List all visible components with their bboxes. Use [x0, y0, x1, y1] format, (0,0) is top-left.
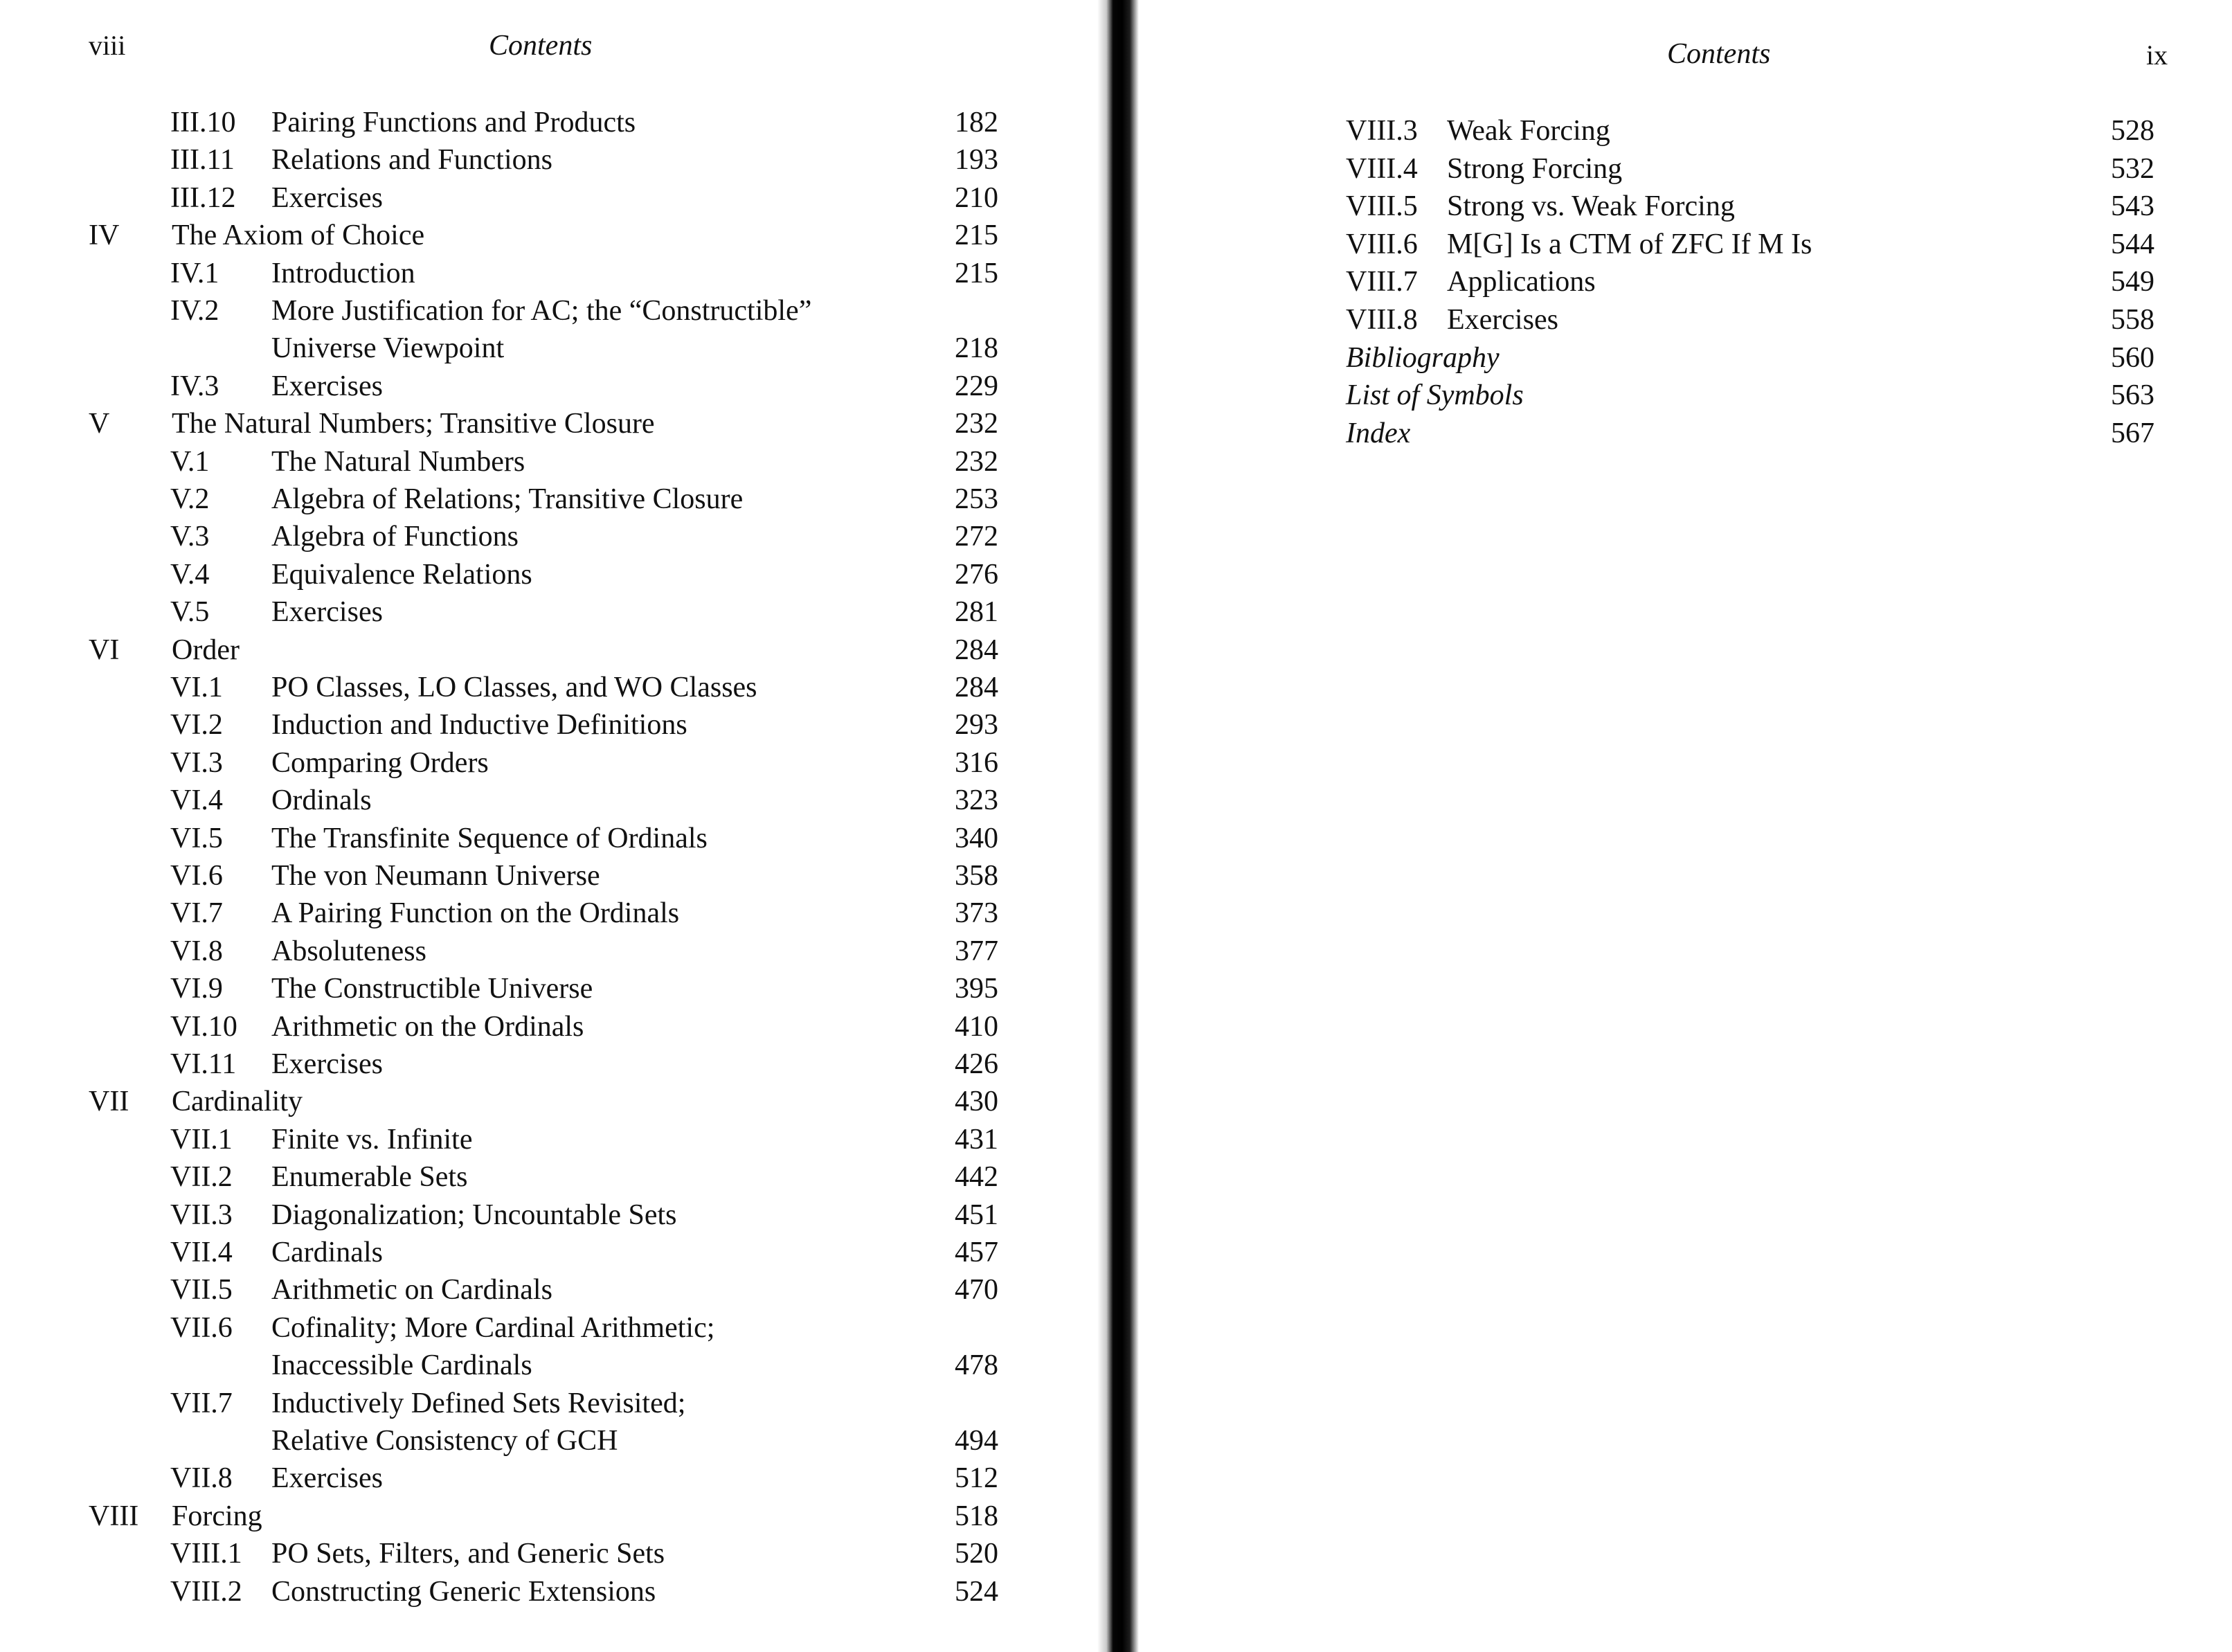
- entry-page: 520: [955, 1538, 998, 1570]
- toc-entry: [0, 744, 1080, 782]
- entry-number: VI.4: [170, 784, 223, 817]
- entry-title: Introduction: [271, 257, 415, 289]
- entry-page: 532: [2111, 152, 2154, 185]
- entry-page: 193: [955, 144, 998, 177]
- entry-page: 377: [955, 935, 998, 967]
- entry-title: More Justification for AC; the “Constructible”: [271, 295, 812, 327]
- entry-title: Order: [172, 634, 240, 666]
- entry-title: Exercises: [271, 181, 383, 214]
- entry-title: Exercises: [271, 370, 383, 402]
- entry-title: Exercises: [271, 1048, 383, 1080]
- entry-title: Absoluteness: [271, 935, 426, 967]
- toc-entry: [0, 1460, 1080, 1497]
- entry-title: Cardinality: [172, 1086, 303, 1118]
- entry-title: Bibliography: [1346, 341, 1500, 374]
- entry-title: Equivalence Relations: [271, 558, 532, 591]
- toc-entry: [1142, 226, 2232, 263]
- entry-title: Strong Forcing: [1447, 152, 1623, 185]
- entry-number: VIII.2: [170, 1575, 242, 1608]
- right-page: [1142, 0, 2232, 1652]
- entry-number: III.12: [170, 181, 236, 214]
- toc-entry: [0, 141, 1080, 179]
- entry-number: VI.6: [170, 860, 223, 892]
- entry-title: PO Sets, Filters, and Generic Sets: [271, 1538, 665, 1570]
- entry-page: 410: [955, 1010, 998, 1043]
- entry-title: Diagonalization; Uncountable Sets: [271, 1198, 677, 1231]
- entry-number: VII.2: [170, 1161, 233, 1194]
- entry-page: 229: [955, 370, 998, 402]
- entry-title: Applications: [1447, 266, 1596, 298]
- entry-number: VIII.6: [1346, 228, 1418, 260]
- entry-title: Weak Forcing: [1447, 115, 1610, 147]
- entry-title: PO Classes, LO Classes, and WO Classes: [271, 672, 757, 703]
- entry-number: VI.5: [170, 822, 223, 854]
- entry-number: VII.8: [170, 1462, 233, 1495]
- entry-number: VI.11: [170, 1048, 237, 1080]
- entry-title: Strong vs. Weak Forcing: [1447, 190, 1735, 223]
- toc-entry: [0, 1385, 1080, 1422]
- entry-number: VI.1: [170, 672, 223, 703]
- toc-entry: [0, 1309, 1080, 1347]
- toc-entry: [0, 1196, 1080, 1234]
- entry-number: V: [89, 408, 110, 440]
- entry-page: 457: [955, 1237, 998, 1268]
- entry-title: A Pairing Function on the Ordinals: [271, 897, 680, 930]
- entry-number: IV: [89, 219, 120, 252]
- entry-title: Relative Consistency of GCH: [271, 1425, 618, 1457]
- toc-entry: [0, 1347, 1080, 1384]
- entry-number: VII.4: [170, 1237, 233, 1268]
- entry-number: VI.10: [170, 1010, 237, 1043]
- entry-title: Induction and Inductive Definitions: [271, 709, 687, 742]
- toc-entry: [0, 593, 1080, 631]
- entry-page: 182: [955, 107, 998, 138]
- entry-page: 215: [955, 219, 998, 252]
- entry-number: V.1: [170, 445, 210, 478]
- entry-title: Algebra of Functions: [271, 521, 519, 553]
- toc-entry: [0, 518, 1080, 555]
- entry-number: VII.5: [170, 1274, 233, 1307]
- entry-number: V.3: [170, 521, 210, 553]
- toc-entry: [0, 1083, 1080, 1120]
- toc-entry: [0, 330, 1080, 367]
- page-folio: viii: [89, 30, 126, 61]
- entry-title: Exercises: [271, 1462, 383, 1495]
- entry-title: Cofinality; More Cardinal Arithmetic;: [271, 1311, 715, 1344]
- toc-entry: [0, 1271, 1080, 1309]
- running-head: Contents: [489, 30, 593, 62]
- entry-title: List of Symbols: [1346, 379, 1524, 412]
- entry-number: VII: [89, 1086, 129, 1118]
- entry-page: 210: [955, 181, 998, 214]
- toc-entry: [1142, 377, 2232, 414]
- entry-title: Enumerable Sets: [271, 1161, 468, 1194]
- toc-entry: [1142, 263, 2232, 300]
- entry-number: VI: [89, 634, 120, 666]
- entry-page: 494: [955, 1425, 998, 1457]
- toc-entry: [0, 933, 1080, 970]
- entry-number: IV.2: [170, 295, 219, 327]
- entry-number: VI.3: [170, 746, 223, 779]
- entry-page: 478: [955, 1349, 998, 1382]
- toc-entry: [0, 820, 1080, 857]
- toc-entry: [0, 255, 1080, 292]
- entry-number: VI.8: [170, 935, 223, 967]
- entry-number: V.5: [170, 596, 210, 629]
- entry-number: VII.7: [170, 1387, 233, 1419]
- entry-title: Inaccessible Cardinals: [271, 1349, 532, 1382]
- entry-title: Ordinals: [271, 784, 372, 817]
- entry-number: IV.3: [170, 370, 219, 402]
- entry-page: 524: [955, 1575, 998, 1608]
- entry-page: 528: [2111, 115, 2154, 147]
- entry-title: Arithmetic on Cardinals: [271, 1274, 552, 1307]
- toc-list: [1142, 0, 2232, 1652]
- toc-entry: [0, 1422, 1080, 1460]
- entry-page: 358: [955, 860, 998, 892]
- toc-entry: [1142, 150, 2232, 188]
- entry-number: VIII.1: [170, 1538, 242, 1570]
- toc-entry: [0, 217, 1080, 254]
- entry-page: 426: [955, 1048, 998, 1080]
- toc-entry: [0, 481, 1080, 518]
- entry-title: Relations and Functions: [271, 144, 552, 177]
- toc-entry: [0, 970, 1080, 1007]
- entry-page: 323: [955, 784, 998, 817]
- page-folio: ix: [2146, 39, 2168, 71]
- toc-entry: [0, 1498, 1080, 1535]
- entry-title: Forcing: [172, 1500, 262, 1532]
- entry-number: VIII: [89, 1500, 139, 1532]
- entry-title: Universe Viewpoint: [271, 332, 505, 365]
- toc-entry: [0, 631, 1080, 669]
- entry-title: Cardinals: [271, 1237, 383, 1268]
- entry-page: 431: [955, 1123, 998, 1156]
- entry-page: 512: [955, 1462, 998, 1495]
- entry-number: V.2: [170, 483, 210, 515]
- entry-page: 451: [955, 1198, 998, 1231]
- entry-title: The Natural Numbers: [271, 445, 525, 478]
- toc-list: [0, 0, 1080, 1652]
- toc-entry: [0, 443, 1080, 481]
- entry-page: 430: [955, 1086, 998, 1118]
- entry-number: VI.2: [170, 709, 223, 742]
- toc-entry: [0, 368, 1080, 405]
- toc-entry: [0, 1121, 1080, 1158]
- entry-page: 549: [2111, 266, 2154, 298]
- entry-number: VIII.8: [1346, 304, 1418, 336]
- entry-title: Exercises: [271, 596, 383, 629]
- toc-entry: [0, 669, 1080, 706]
- entry-page: 544: [2111, 228, 2154, 260]
- entry-page: 543: [2111, 190, 2154, 223]
- entry-page: 232: [955, 445, 998, 478]
- entry-page: 373: [955, 897, 998, 930]
- entry-number: IV.1: [170, 257, 219, 289]
- entry-title: Pairing Functions and Products: [271, 107, 636, 138]
- toc-entry: [0, 1573, 1080, 1610]
- entry-page: 560: [2111, 341, 2154, 374]
- toc-entry: [0, 104, 1080, 141]
- entry-title: M[G] Is a CTM of ZFC If M Is: [1447, 228, 1812, 260]
- toc-entry: [0, 782, 1080, 819]
- entry-title: The Transfinite Sequence of Ordinals: [271, 822, 708, 854]
- entry-page: 293: [955, 709, 998, 742]
- entry-number: III.11: [170, 144, 235, 177]
- entry-page: 563: [2111, 379, 2154, 412]
- entry-number: V.4: [170, 558, 210, 591]
- toc-entry: [0, 1535, 1080, 1572]
- entry-page: 567: [2111, 417, 2154, 449]
- entry-page: 276: [955, 558, 998, 591]
- entry-number: VI.7: [170, 897, 223, 930]
- entry-number: VIII.4: [1346, 152, 1418, 185]
- toc-entry: [0, 895, 1080, 932]
- entry-page: 232: [955, 408, 998, 440]
- entry-title: Constructing Generic Extensions: [271, 1575, 656, 1608]
- entry-page: 470: [955, 1274, 998, 1307]
- entry-page: 395: [955, 973, 998, 1005]
- toc-entry: [0, 292, 1080, 330]
- entry-title: The Axiom of Choice: [172, 219, 425, 252]
- entry-title: Exercises: [1447, 304, 1558, 336]
- entry-page: 284: [955, 672, 998, 703]
- toc-entry: [1142, 301, 2232, 339]
- entry-page: 272: [955, 521, 998, 553]
- entry-page: 218: [955, 332, 998, 365]
- toc-entry: [0, 857, 1080, 895]
- entry-number: VIII.7: [1346, 266, 1418, 298]
- entry-page: 518: [955, 1500, 998, 1532]
- toc-entry: [0, 405, 1080, 442]
- entry-page: 442: [955, 1161, 998, 1194]
- entry-title: The Natural Numbers; Transitive Closure: [172, 408, 655, 440]
- entry-title: Algebra of Relations; Transitive Closure: [271, 483, 744, 515]
- entry-number: III.10: [170, 107, 236, 138]
- toc-entry: [0, 179, 1080, 217]
- toc-entry: [0, 556, 1080, 593]
- entry-page: 558: [2111, 304, 2154, 336]
- entry-number: VII.6: [170, 1311, 233, 1344]
- book-gutter: [1097, 0, 1139, 1652]
- toc-entry: [0, 1234, 1080, 1271]
- entry-page: 253: [955, 483, 998, 515]
- toc-entry: [0, 1158, 1080, 1196]
- entry-page: 340: [955, 822, 998, 854]
- entry-title: Comparing Orders: [271, 746, 489, 779]
- left-page: [0, 0, 1080, 1652]
- toc-entry: [1142, 415, 2232, 452]
- toc-entry: [1142, 112, 2232, 150]
- entry-page: 316: [955, 746, 998, 779]
- entry-page: 284: [955, 634, 998, 666]
- entry-number: VII.1: [170, 1123, 233, 1156]
- entry-title: Arithmetic on the Ordinals: [271, 1010, 584, 1043]
- toc-entry: [1142, 339, 2232, 377]
- entry-number: VIII.3: [1346, 115, 1418, 147]
- entry-title: The Constructible Universe: [271, 973, 593, 1005]
- entry-number: VI.9: [170, 973, 223, 1005]
- toc-entry: [0, 1008, 1080, 1045]
- entry-title: The von Neumann Universe: [271, 860, 600, 892]
- toc-entry: [0, 706, 1080, 744]
- entry-number: VII.3: [170, 1198, 233, 1231]
- entry-title: Finite vs. Infinite: [271, 1123, 473, 1156]
- entry-title: Inductively Defined Sets Revisited;: [271, 1387, 686, 1419]
- toc-entry: [1142, 188, 2232, 225]
- entry-number: VIII.5: [1346, 190, 1418, 223]
- running-head: Contents: [1667, 38, 1771, 70]
- entry-title: Index: [1346, 417, 1411, 449]
- entry-page: 281: [955, 596, 998, 629]
- entry-page: 215: [955, 257, 998, 289]
- toc-entry: [0, 1045, 1080, 1083]
